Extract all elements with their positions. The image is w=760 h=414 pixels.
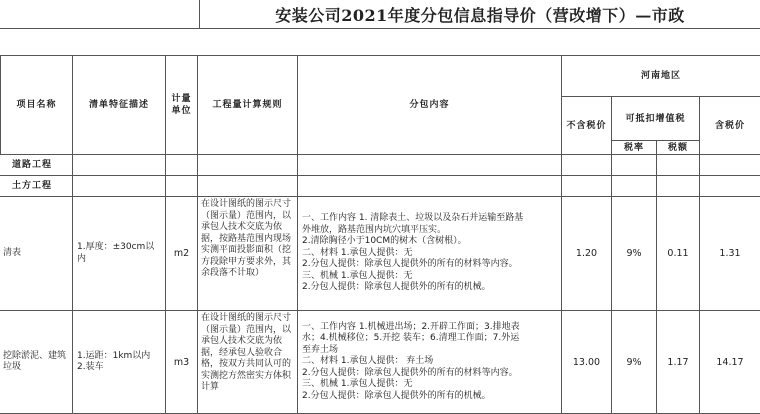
table-row-price-incl: 1.31 — [700, 197, 760, 311]
table-row-name: 挖除淤泥、建筑垃圾 — [0, 311, 73, 414]
page-title: 安装公司2021年度分包信息指导价（营改增下）—市政 — [200, 0, 760, 29]
empty-cell — [73, 176, 166, 197]
header-item-name: 项目名称 — [0, 56, 73, 155]
content-line: 一、工作内容 1.机械进出场；2.开辟工作面；3.排地表 — [302, 321, 520, 332]
section-road: 道路工程 — [0, 155, 73, 176]
content-line: 二、材料 1.承包人提供： 弃土场 — [302, 356, 434, 367]
content-line: 水；4.机械移位；5.开挖 装车；6.清理工作面；7.外运 — [302, 333, 520, 344]
empty-cell — [166, 155, 198, 176]
header-price-excl-tax: 不含税价 — [562, 97, 612, 155]
content-line: 2.分包人提供：除承包人提供外的所有的材料等内容。 — [302, 259, 518, 270]
table-row-unit: m3 — [166, 311, 198, 414]
table-row-price-excl: 1.20 — [562, 197, 612, 311]
empty-cell — [700, 176, 760, 197]
table-row-content — [298, 197, 562, 311]
empty-cell — [562, 155, 612, 176]
content-line: 三、机械 1.承包人提供：无 — [302, 270, 413, 281]
content-line: 2.分包人提供：除承包人提供外的所有的机械。 — [302, 390, 491, 401]
content-line: 外堆放，路基范围内坑穴填平压实。 — [302, 224, 447, 235]
empty-cell — [700, 155, 760, 176]
content-line: 2.清除胸径小于10CM的树木（含树根）。 — [302, 236, 467, 247]
table-row-tax: 0.11 — [657, 197, 700, 311]
empty-cell — [298, 176, 562, 197]
header-subcontract-content: 分包内容 — [298, 56, 562, 155]
table-row-tax-rate: 9% — [612, 311, 657, 414]
blank-row — [0, 29, 760, 56]
content-line: 二、材料 1.承包人提供：无 — [302, 247, 413, 258]
header-list-features: 清单特征描述 — [73, 56, 166, 155]
empty-cell — [612, 155, 657, 176]
table-row-unit: m2 — [166, 197, 198, 311]
title-left-blank — [0, 0, 200, 29]
section-earthwork: 土方工程 — [0, 176, 73, 197]
table-row-rule: 在设计图纸的图示尺寸（图示量）范围内，以承包人技术交底为依据，按路基范围内现场实测平面投影面积（挖方段除甲方要求外，其余段落不计取） — [198, 197, 298, 311]
table-row-price-excl: 13.00 — [562, 311, 612, 414]
content-line: 一、工作内容 1. 清除表土、垃圾以及杂石并运输至路基 — [302, 213, 524, 224]
table-row-features: 1.厚度：±30cm以内 — [73, 197, 166, 311]
empty-cell — [298, 155, 562, 176]
header-price-incl-tax: 含税价 — [700, 97, 760, 155]
header-tax-rate: 税率 — [612, 141, 657, 155]
empty-cell — [166, 176, 198, 197]
empty-cell — [612, 176, 657, 197]
content-line: 至弃土场 — [302, 344, 339, 355]
content-line: 2.分包人提供：除承包人提供外的所有的机械。 — [302, 282, 491, 293]
table-row-price-incl: 14.17 — [700, 311, 760, 414]
empty-cell — [562, 176, 612, 197]
table-row-content — [298, 311, 562, 414]
header-region: 河南地区 — [562, 56, 760, 97]
table-row-name: 清表 — [0, 197, 73, 311]
empty-cell — [73, 155, 166, 176]
empty-cell — [657, 155, 700, 176]
content-line: 2.分包人提供：除承包人提供外的所有的材料等内容。 — [302, 367, 518, 378]
table-row-tax: 1.17 — [657, 311, 700, 414]
content-line: 三、机械 1.承包人提供：无 — [302, 379, 413, 390]
header-tax-amount: 税额 — [657, 141, 700, 155]
empty-cell — [198, 155, 298, 176]
table-row-rule: 在设计图纸的图示尺寸（图示量）范围内，以承包人技术交底为依据，经承包人验收合格，按双方共同认可的实测挖方然密实方体积计算 — [198, 311, 298, 414]
header-deductible-vat: 可抵扣增值税 — [612, 97, 700, 141]
table-row-features: 1.运距：1km以内 2.装车 — [73, 311, 166, 414]
empty-cell — [198, 176, 298, 197]
header-quantity-rule: 工程量计算规则 — [198, 56, 298, 155]
empty-cell — [657, 176, 700, 197]
header-unit: 计量单位 — [166, 56, 198, 155]
table-row-tax-rate: 9% — [612, 197, 657, 311]
